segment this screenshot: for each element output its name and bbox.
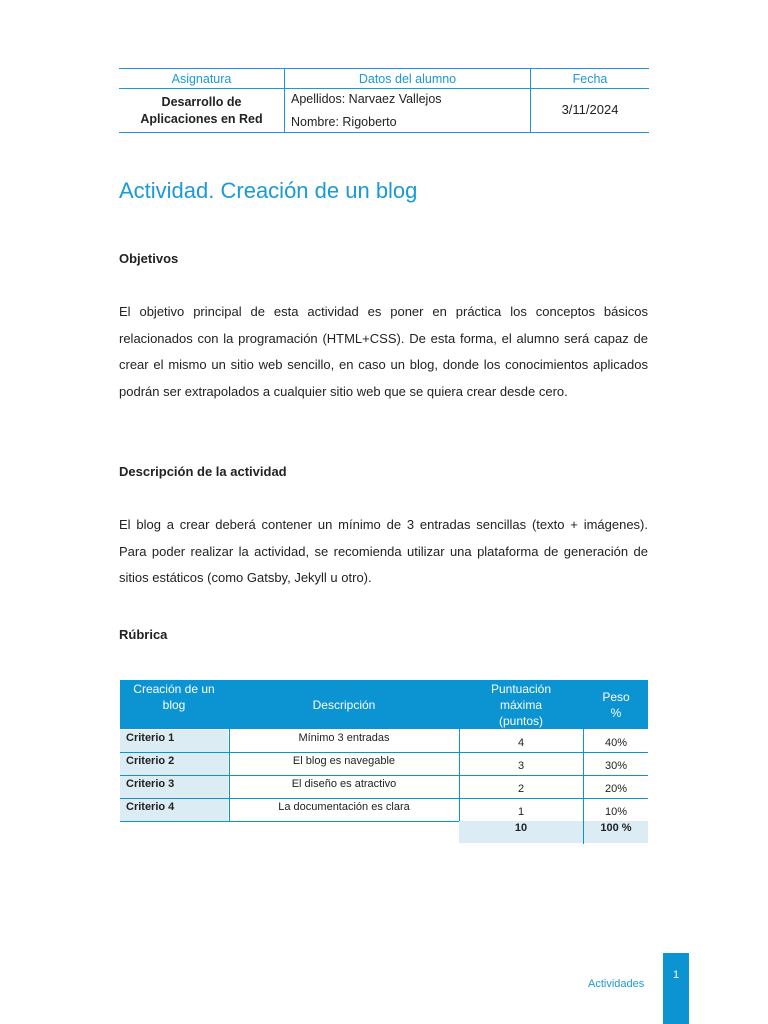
rubric-heading: Rúbrica [119, 627, 168, 642]
points-cell: 2 [517, 783, 525, 795]
weight-cell: 40% [604, 737, 628, 749]
table-top-border [119, 68, 649, 69]
student-column-header: Datos del alumno [358, 72, 457, 86]
header-weight-line-1: Peso [602, 690, 630, 704]
subject-name [119, 94, 284, 128]
header-points-line-3: (puntos) [498, 714, 544, 728]
footer-label: Actividades [588, 978, 645, 990]
student-name: Nombre: Rigoberto [291, 115, 397, 129]
rubric-row [120, 753, 648, 776]
criterion-cell: Criterio 2 [120, 753, 228, 775]
total-weight: 100 % [600, 822, 632, 834]
description-paragraph: El blog a crear deberá contener un mínimo de 3 entradas sencillas (texto + imágenes). Para poder realizar la actividad, se recomienda utilizar una plataforma de generación de sitios estáticos (como Gatsby, Jekyll u otro). [119, 517, 648, 586]
points-cell: 4 [517, 737, 525, 749]
points-cell: 3 [517, 760, 525, 772]
header-criterion-line-2: blog [162, 698, 186, 712]
description-cell: Mínimo 3 entradas [298, 732, 390, 744]
total-points: 10 [514, 822, 528, 834]
row-divider [120, 798, 648, 799]
rubric-row [120, 776, 648, 799]
header-weight-line-2: % [610, 706, 622, 720]
date-column-header: Fecha [572, 72, 608, 86]
table-header-divider [119, 88, 649, 89]
page-number: 1 [672, 969, 680, 981]
description-cell: La documentación es clara [278, 801, 410, 813]
page-number-tab [663, 953, 689, 1024]
row-divider [120, 752, 648, 753]
column-divider [459, 729, 460, 821]
header-points-line-1: Puntuación [490, 682, 552, 696]
student-surname: Apellidos: Narvaez Vallejos [291, 92, 442, 106]
column-divider [229, 729, 230, 821]
table-bottom-border [119, 132, 649, 133]
weight-cell: 10% [604, 806, 628, 818]
weight-cell: 30% [604, 760, 628, 772]
description-heading: Descripción de la actividad [119, 464, 287, 479]
subject-line-2: Aplicaciones en Red [140, 112, 263, 126]
rubric-row [120, 799, 648, 822]
subject-line-1: Desarrollo de [161, 95, 242, 109]
header-criterion-line-1: Creación de un [133, 682, 215, 696]
description-cell: El diseño es atractivo [291, 778, 397, 790]
weight-cell: 20% [604, 783, 628, 795]
points-cell: 1 [517, 806, 525, 818]
header-info-table [119, 68, 649, 134]
rubric-header-weight [584, 689, 648, 721]
objectives-heading: Objetivos [119, 251, 179, 266]
page-title: Actividad. Creación de un blog [119, 178, 418, 203]
header-points-line-2: máxima [499, 698, 542, 712]
rubric-header-criterion [120, 681, 228, 713]
rubric-header-description: Descripción [312, 698, 376, 712]
rubric-header-points [460, 681, 582, 729]
row-divider [120, 775, 648, 776]
objectives-paragraph: El objetivo principal de esta actividad es poner en práctica los conceptos básicos relacionados con la programación (HTML+CSS). De esta forma, el alumno será capaz de crear el mismo un sitio web sencillo, en caso un blog, donde los conocimientos aplicados podrán ser extrapolados a cualquier sitio web que se quiera crear desde cero. [119, 304, 648, 400]
criterion-cell: Criterio 1 [120, 730, 228, 752]
description-cell: El blog es navegable [292, 755, 396, 767]
criterion-cell: Criterio 4 [120, 799, 228, 821]
subject-column-header: Asignatura [171, 72, 232, 86]
rubric-row [120, 730, 648, 753]
criterion-cell: Criterio 3 [120, 776, 228, 798]
submission-date: 3/11/2024 [561, 102, 619, 117]
